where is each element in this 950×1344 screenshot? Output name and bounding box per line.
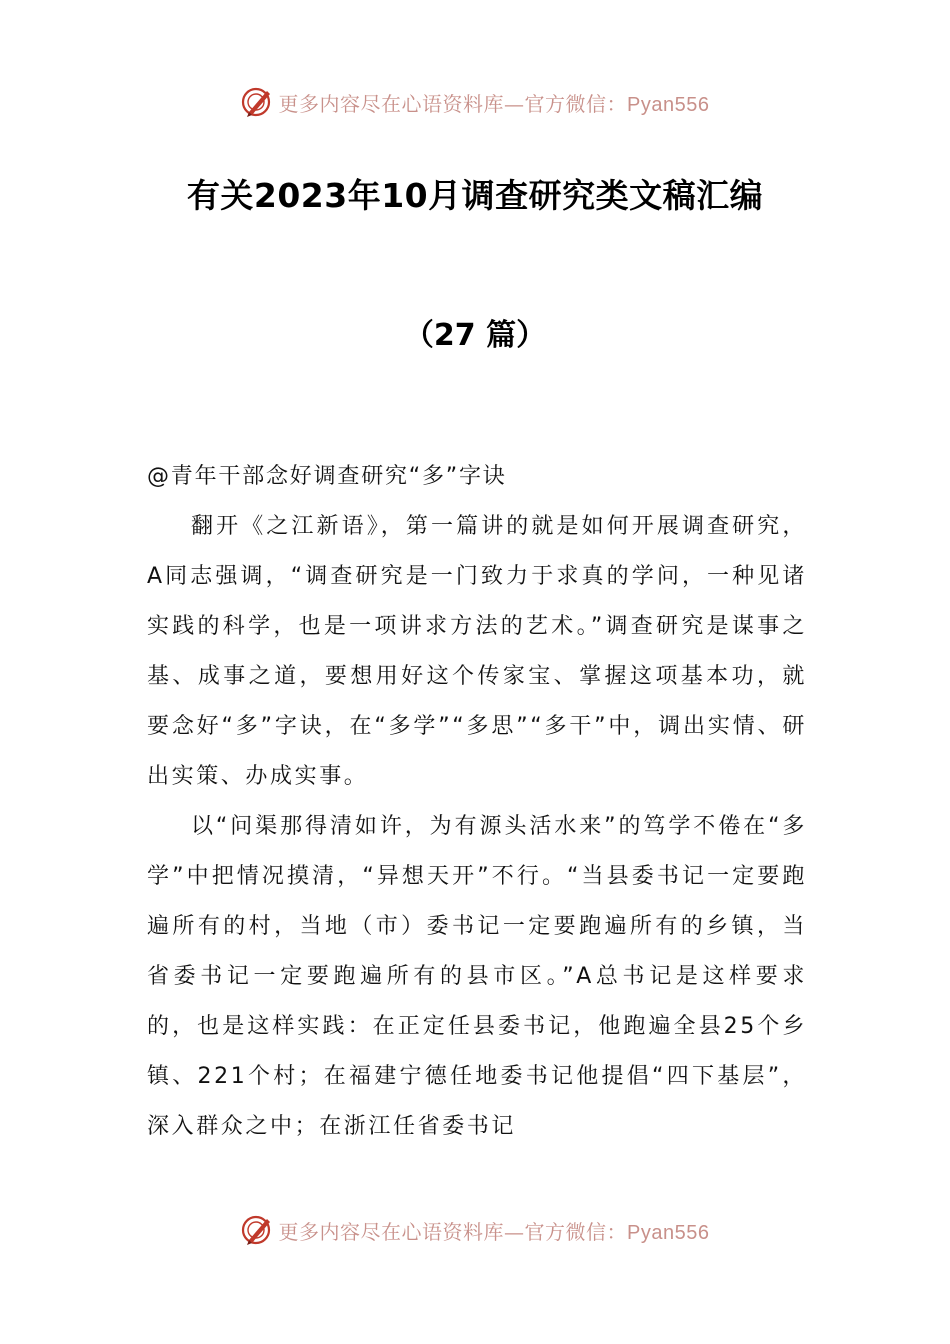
footer-watermark	[0, 1210, 950, 1250]
watermark-handle: Pyan556	[627, 93, 710, 116]
header-watermark	[0, 82, 950, 122]
body-paragraph: 以“问渠那得清如许，为有源头活水来”的笃学不倦在“多学”中把情况摸清，“异想天开”不行。“当县委书记一定要跑遍所有的村，当地（市）委书记一定要跑遍所有的乡镇，当省委书记一定要跑遍所有的县市区。”A总书记是这样要求的，也是这样实践：在正定任县委书记，他跑遍全县25个乡镇、221个村；在福建宁德任地委书记他提倡“四下基层”，深入群众之中；在浙江任省委书记	[147, 814, 807, 1139]
watermark-text: 更多内容尽在心语资料库—官方微信：Pyan556	[278, 91, 710, 116]
pen-logo-icon	[241, 1213, 275, 1247]
pen-logo-icon	[241, 85, 275, 119]
document-subtitle: （27 篇）	[403, 318, 547, 353]
watermark-handle: Pyan556	[627, 1221, 710, 1244]
watermark-text: 更多内容尽在心语资料库—官方微信：Pyan556	[278, 1219, 710, 1244]
section-heading: @青年干部念好调查研究“多”字诀	[147, 464, 507, 489]
document-body	[147, 452, 807, 1152]
document-title: 有关2023年10月调查研究类文稿汇编	[186, 176, 764, 215]
body-paragraph: 翻开《之江新语》，第一篇讲的就是如何开展调查研究，A同志强调，“调查研究是一门致力于求真的学问，一种见诸实践的科学，也是一项讲求方法的艺术。”调查研究是谋事之基、成事之道，要想用好这个传家宝、掌握这项基本功，就要念好“多”字诀，在“多学”“多思”“多干”中，调出实情、研出实策、办成实事。	[147, 514, 807, 789]
